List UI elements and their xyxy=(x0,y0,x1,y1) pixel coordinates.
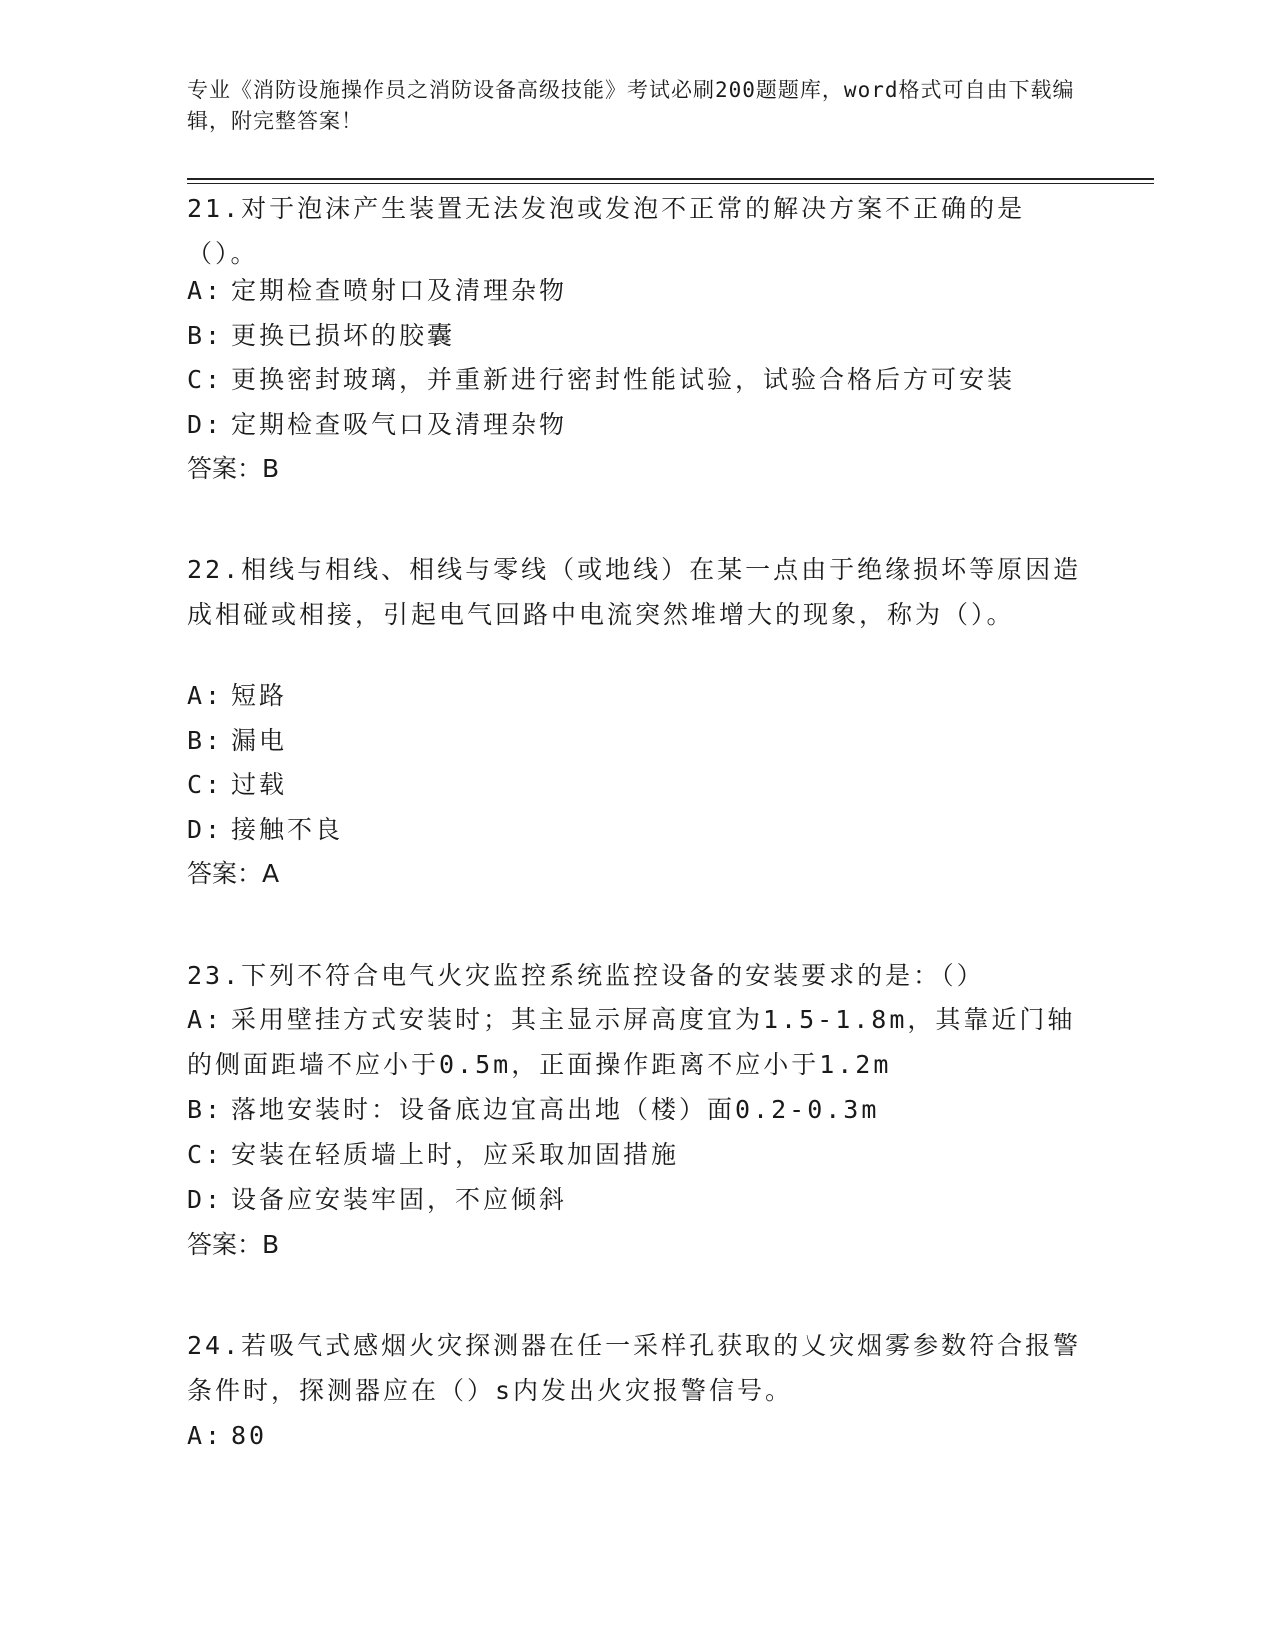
question-23-answer: 答案：B xyxy=(187,1230,280,1259)
option-text: 短路 xyxy=(231,681,288,710)
option-text: 安装在轻质墙上时，应采取加固措施 xyxy=(231,1140,680,1169)
option-letter: B: xyxy=(187,321,224,350)
option-text: 80 xyxy=(231,1421,268,1450)
option-letter: A: xyxy=(187,1421,224,1450)
header-divider-thin xyxy=(187,183,1154,184)
option-text: 采用壁挂方式安装时；其主显示屏高度宜为1.5-1.8m，其靠近门轴的侧面距墙不应小于0.5m，正面操作距离不应小于1.2m xyxy=(187,1005,1076,1079)
question-24-stem: 24.若吸气式感烟火灾探测器在任一采样孔获取的乂灾烟雾参数符合报警条件时，探测器应在（）s内发出火灾报警信号。 xyxy=(187,1331,1082,1405)
option-text: 漏电 xyxy=(231,726,288,755)
question-22-answer: 答案：A xyxy=(187,859,280,888)
option-letter: A: xyxy=(187,681,224,710)
question-21-stem: 21.对于泡沫产生装置无法发泡或发泡不正常的解决方案不正确的是（）。 xyxy=(187,194,1026,268)
option-text: 定期检查吸气口及清理杂物 xyxy=(231,410,568,439)
option-text: 更换已损坏的胶囊 xyxy=(231,321,456,350)
option-letter: A: xyxy=(187,276,224,305)
option-letter: A: xyxy=(187,1005,224,1034)
question-22-option-c xyxy=(187,762,287,807)
document-header: 专业《消防设施操作员之消防设备高级技能》考试必刷200题题库，word格式可自由下载编辑，附完整答案！ xyxy=(187,78,1075,133)
option-letter: D: xyxy=(187,410,224,439)
question-23-option-c xyxy=(187,1132,679,1177)
question-21-option-a xyxy=(187,268,567,313)
option-letter: C: xyxy=(187,770,224,799)
question-23-option-a xyxy=(187,997,1087,1087)
option-letter: C: xyxy=(187,1140,224,1169)
question-21-option-d xyxy=(187,402,567,447)
option-letter: B: xyxy=(187,1095,224,1124)
option-letter: C: xyxy=(187,365,224,394)
question-22-option-a xyxy=(187,673,287,718)
question-21-option-c xyxy=(187,357,1015,402)
option-text: 设备应安装牢固，不应倾斜 xyxy=(231,1185,568,1214)
question-23-option-d xyxy=(187,1177,567,1222)
question-22-option-b xyxy=(187,718,287,763)
option-text: 落地安装时：设备底边宜高出地（楼）面0.2-0.3m xyxy=(231,1095,880,1124)
question-22-stem: 22.相线与相线、相线与零线（或地线）在某一点由于绝缘损坏等原因造成相碰或相接，引起电气回路中电流突然堆增大的现象，称为（）。 xyxy=(187,555,1082,629)
option-text: 过载 xyxy=(231,770,288,799)
option-letter: B: xyxy=(187,726,224,755)
question-22-option-d xyxy=(187,807,343,852)
question-21-answer: 答案：B xyxy=(187,454,280,483)
option-text: 定期检查喷射口及清理杂物 xyxy=(231,276,568,305)
question-23-option-b xyxy=(187,1087,879,1132)
option-letter: D: xyxy=(187,1185,224,1214)
question-23-stem: 23.下列不符合电气火灾监控系统监控设备的安装要求的是：（） xyxy=(187,961,985,990)
option-text: 接触不良 xyxy=(231,815,344,844)
option-letter: D: xyxy=(187,815,224,844)
question-21-option-b xyxy=(187,313,455,358)
option-text: 更换密封玻璃，并重新进行密封性能试验，试验合格后方可安装 xyxy=(231,365,1016,394)
question-24-option-a xyxy=(187,1413,267,1458)
header-divider-thick xyxy=(187,178,1154,180)
